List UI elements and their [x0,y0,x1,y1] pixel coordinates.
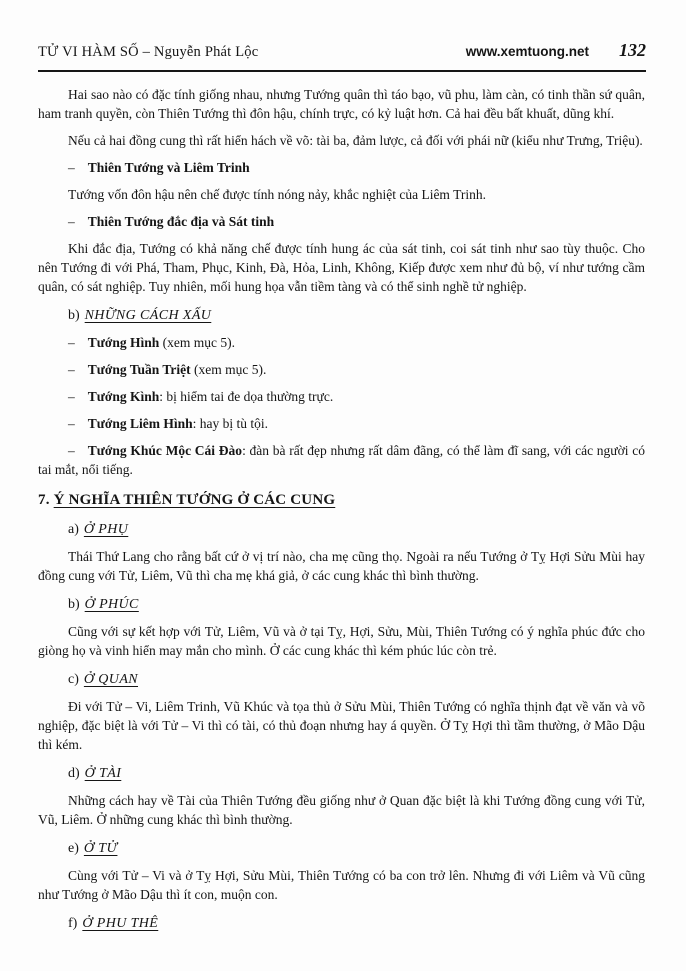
page-number: 132 [619,40,646,60]
text-run: Cùng với Tử – Vi và ở Tỵ Hợi, Sửu Mùi, Thiên Tướng có ba con trở lên. Nhưng đi với Liêm và Vũ cũng như Tướng ở Mão Dậu thì ít con, muộn con. [38,868,645,902]
paragraph [38,547,645,585]
paragraph [38,85,645,123]
subheading-prefix: e) [68,841,79,856]
subheading-text: Ở TÀI [84,766,122,781]
subsection-heading [38,520,645,539]
text-run: Hai sao nào có đặc tính giống nhau, nhưng Tướng quân thì táo bạo, vũ phu, làm càn, có tinh thần sứ quân, ham tranh quyền, còn Thiên Tướng thì đôn hậu, chính trực, có kỷ luật hơn. Cả hai đều bất khuất, dũng khí. [38,87,645,121]
subsection-heading [38,306,645,325]
bullet-dash: – [68,389,75,404]
bullet-dash: – [68,362,75,377]
paragraph [38,131,645,150]
text-run: Thái Thứ Lang cho rằng bất cứ ở vị trí nào, cha mẹ cũng thọ. Ngoài ra nếu Tướng ở Tỵ Hợi Sửu Mùi hay đồng cung với Tử, Liêm, Vũ thì cha mẹ khá giả, ở các cung khác thì bình thường. [38,549,645,583]
bullet-item [38,333,645,352]
text-run: (xem mục 5). [159,335,235,350]
bullet-item [38,441,645,479]
text-run: Tướng Liêm Hình [87,416,193,431]
text-run: Tướng Hình [87,335,160,350]
text-run: : hay bị tù tội. [192,416,268,431]
subheading-text: Ở TỬ [83,841,118,856]
subheading-prefix: b) [68,597,80,612]
text-run: Khi đắc địa, Tướng có khả năng chế được tính hung ác của sát tinh, coi sát tinh như sao tùy thuộc. Cho nên Tướng đi với Phá, Tham, Phục, Kinh, Đà, Hỏa, Linh, Không, Kiếp được xem như đủ bộ, ví như tướng cầm quân, có sát nghiệp. Tuy nhiên, mối hung họa vẫn tiềm tàng và có thể sinh nghề tử nghiệp. [38,241,645,294]
text-run: Những cách hay về Tài của Thiên Tướng đều giống như ở Quan đặc biệt là khi Tướng đồng cung với Tử, Vũ, Liêm. Ở những cung khác thì bình thường. [38,793,645,827]
subheading-text: Ở PHU THÊ [82,916,159,931]
text-run: Thiên Tướng đắc địa và Sát tinh [87,214,275,229]
subheading-prefix: c) [68,672,79,687]
heading-number: 7. [38,492,50,508]
bullet-item [38,387,645,406]
subheading-text: Ở PHỤ [83,522,129,537]
page-body [38,85,645,933]
bullet-dash: – [68,214,75,229]
subsection-heading [38,764,645,783]
text-run: Tướng Khúc Mộc Cái Đào [87,443,243,458]
text-run: (xem mục 5). [190,362,267,377]
subheading-prefix: b) [68,308,80,323]
text-run: Thiên Tướng và Liêm Trinh [87,160,250,175]
bullet-item [38,158,645,177]
bullet-dash: – [68,335,75,350]
book-title: TỬ VI HÀM SỐ – Nguyễn Phát Lộc [38,44,259,60]
bullet-dash: – [68,160,75,175]
subsection-heading [38,914,645,933]
bullet-item [38,414,645,433]
text-run: Tướng vốn đôn hậu nên chế được tính nóng nảy, khắc nghiệt của Liêm Trinh. [68,187,486,202]
subsection-heading [38,595,645,614]
subheading-text: NHỮNG CÁCH XẤU [84,308,212,323]
text-run: Đi với Tử – Vi, Liêm Trinh, Vũ Khúc và tọa thủ ở Sửu Mùi, Thiên Tướng có nghĩa thịnh đạt về văn và võ nghiệp, đặc biệt là với Tử – Vi thì có tài, có thủ đoạn nhưng hay á quyền. Ở Tỵ Hợi thì tầm thường, ở Mão Dậu thì kém. [38,699,645,752]
bullet-item [38,212,645,231]
page-header [38,40,646,72]
subheading-prefix: a) [68,522,79,537]
text-run: Tướng Tuần Triệt [87,362,191,377]
subheading-text: Ở PHÚC [84,597,139,612]
subheading-text: Ở QUAN [83,672,139,687]
bullet-item [38,360,645,379]
paragraph [38,185,645,204]
text-run: Cũng với sự kết hợp với Tử, Liêm, Vũ và ở tại Tỵ, Hợi, Sửu, Mùi, Thiên Tướng có ý nghĩa phúc đức cho giòng họ và vinh hiển may mắn cho mình. Ở các cung khác thì kém phúc lúc còn trẻ. [38,624,645,658]
text-run: : bị hiểm tai đe dọa thường trực. [159,389,334,404]
bullet-dash: – [68,416,75,431]
paragraph [38,866,645,904]
paragraph [38,697,645,754]
text-run: Tướng Kình [87,389,160,404]
bullet-dash: – [68,443,75,458]
section-heading [38,491,645,510]
website-text: www.xemtuong.net [465,44,589,59]
text-run: : đàn bà rất đẹp nhưng rất dâm đãng, có thể làm đĩ sang, với các người có tai mắt, nổi tiếng. [38,443,645,477]
text-run: Nếu cả hai đồng cung thì rất hiển hách về võ: tài ba, đảm lược, cả đối với phái nữ (kiểu như Trưng, Triệu). [68,133,643,148]
subheading-prefix: d) [68,766,80,781]
paragraph [38,791,645,829]
subsection-heading [38,839,645,858]
paragraph [38,239,645,296]
subsection-heading [38,670,645,689]
heading-text: Ý NGHĨA THIÊN TƯỚNG Ở CÁC CUNG [53,492,336,508]
paragraph [38,622,645,660]
subheading-prefix: f) [68,916,78,931]
